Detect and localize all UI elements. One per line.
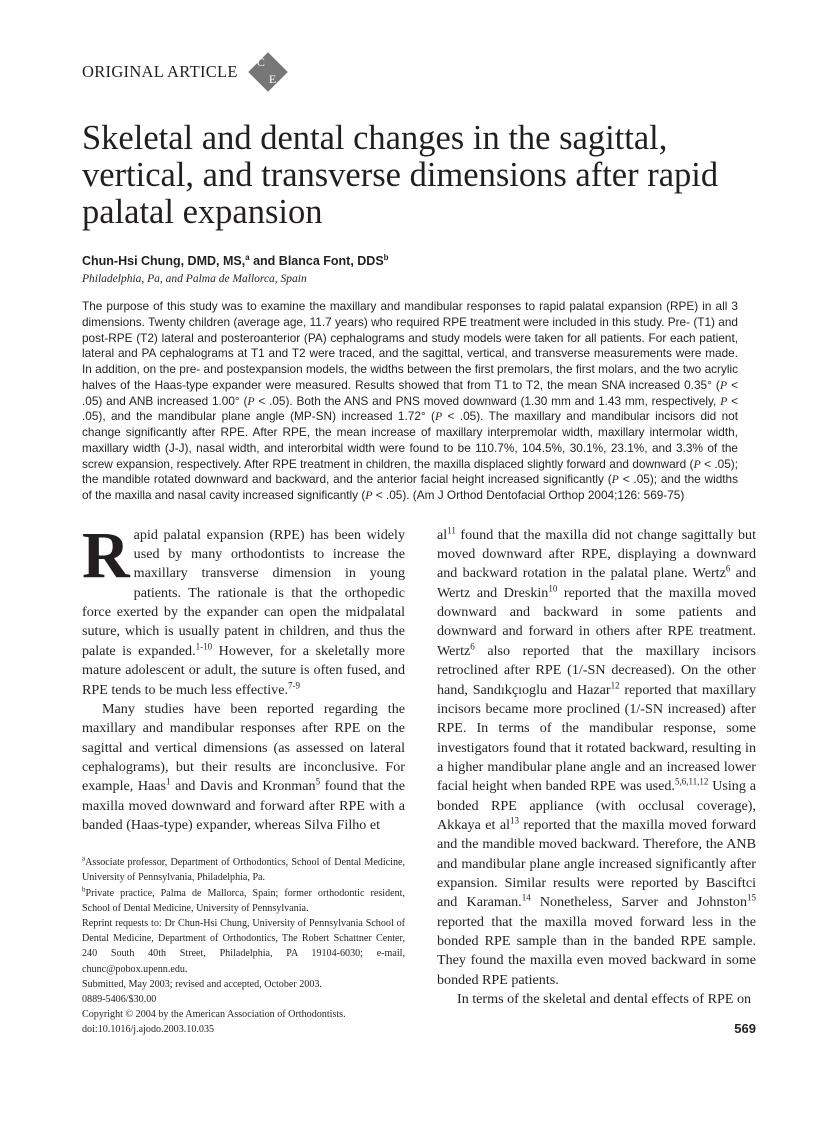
reference-superscript: 12 <box>610 679 620 690</box>
text-run: < .05); the mandible rotated downward and backward, and the anterior facial height increased significantly ( <box>82 456 738 487</box>
text-run: Reprint requests to: Dr Chun-Hsi Chung, University of Pennsylvania School of Dental Medicine, Department of Orthodontics, The Robert Schattner Center, 240 South 40th Street, Philadelphia, PA 19104-6030; e-mail, chunc@pobox.upenn.edu. <box>82 918 405 975</box>
author-2: Blanca Font, DDS <box>278 254 384 268</box>
body-paragraph <box>82 518 405 700</box>
footnote <box>82 1007 405 1022</box>
text-run: reported that the maxilla moved forward and the mandible moved backward. Therefore, the ANB and mandibular plane angle increased significantly after expansion. Similar results were reported by Basciftci and Karaman. <box>437 816 756 911</box>
footnote <box>82 855 405 885</box>
text-run: < .05). (Am J Orthod Dentofacial Orthop 2004;126: 569-75) <box>372 488 685 502</box>
reference-superscript: 6 <box>470 641 475 652</box>
ce-logo-letter-e: E <box>268 72 277 86</box>
text-run: apid palatal expansion (RPE) has been widely used by many orthodontists to increase the maxillary transverse dimension in young patients. The rationale is that the orthopedic force exerted by the expander can open the midpalatal suture, which is usually patent in children, and thus the palate is expanded. <box>82 526 405 659</box>
text-run: < .05); and the widths of the maxilla and nasal cavity increased significantly ( <box>82 472 738 502</box>
text-run: and Wertz and Dreskin <box>437 565 757 601</box>
text-run: also reported that the maxillary incisors retroclined after RPE (1/-SN decreased). On the other hand, Sandıkçıoglu and Hazar <box>437 642 756 698</box>
author-1-affil-mark: a <box>245 252 250 262</box>
body-paragraph <box>437 526 756 990</box>
text-run: < .05), and the mandibular plane angle (MP-SN) increased 1.72° ( <box>82 393 738 424</box>
reference-superscript: 13 <box>510 815 519 826</box>
footnote <box>82 886 405 916</box>
text-run: Private practice, Palma de Mallorca, Spain; former orthodontic resident, School of Dental Medicine, University of Pennsylvania. <box>82 887 405 914</box>
reference-superscript: 7-9 <box>288 679 301 690</box>
text-run: Submitted, May 2003; revised and accepted, October 2003. <box>82 978 322 990</box>
authors <box>82 253 762 269</box>
author-1: Chun-Hsi Chung, DMD, MS, <box>82 254 246 268</box>
ce-logo-icon <box>248 52 288 92</box>
text-run: < .05) and ANB increased 1.00° ( <box>82 377 738 408</box>
footnotes <box>82 855 405 1037</box>
abstract <box>82 299 738 504</box>
body-column-left <box>82 518 405 1038</box>
article-title: Skeletal and dental changes in the sagittal, vertical, and transverse dimensions after rapid palatal expansion <box>82 119 719 231</box>
footnote <box>82 1022 405 1037</box>
reference-superscript: 6 <box>725 563 731 574</box>
affiliation-location: Philadelphia, Pa, and Palma de Mallorca, Spain <box>82 273 307 285</box>
italic-p-symbol: P <box>720 393 728 408</box>
page-number: 569 <box>734 1021 756 1037</box>
text-run: reported that the maxilla moved forward less in the bonded RPE sample than in the banded RPE sample. They found the maxilla even moved backward in some bonded RPE patients. <box>437 913 756 988</box>
text-run: The purpose of this study was to examine the maxillary and mandibular responses to rapid palatal expansion (RPE) in all 3 dimensions. Twenty children (average age, 11.7 years) who required RPE treatment were included in this study. Pre- (T1) and post-RPE (T2) lateral and posteroanterior (PA) cephalograms and study models were taken for all patients. For each patient, lateral and PA cephalograms at T1 and T2 were traced, and the sagittal, vertical, and transverse measurements were made. In addition, on the pre- and postexpansion models, the widths between the first premolars, the first molars, and the two acrylic halves of the Haas-type expander were measured. Results showed that from T1 to T2, the mean SNA increased 0.35° ( <box>82 299 738 392</box>
text-run: However, for a skeletally more mature adolescent or adult, the suture is often fused, and RPE tends to be much less effective. <box>82 642 405 698</box>
italic-p-symbol: P <box>365 488 373 502</box>
text-run: found that the maxilla moved downward and forward after RPE with a banded (Haas-type) expander, whereas Silva Filho et <box>82 778 405 833</box>
text-run: reported that the maxilla moved downward and backward in some patients and downward and forward in others after RPE treatment. Wertz <box>437 584 756 659</box>
text-run: Using a bonded RPE appliance (with occlusal coverage), Akkaya et al <box>437 778 756 833</box>
body-paragraph <box>437 990 756 1009</box>
footnote <box>82 977 405 992</box>
reference-superscript: 1-10 <box>195 641 213 652</box>
reference-superscript: 5,6,11,12 <box>674 776 709 787</box>
body-column-right <box>437 526 756 1038</box>
reference-superscript: a <box>82 854 86 863</box>
reference-superscript: 14 <box>521 892 531 903</box>
italic-p-symbol: P <box>719 377 728 392</box>
text-run: Copyright © 2004 by the American Association of Orthodontists. <box>82 1009 346 1021</box>
text-run: al <box>437 526 448 543</box>
reference-superscript: b <box>82 885 86 894</box>
ce-logo-letter-c: C <box>256 55 265 69</box>
section-label: ORIGINAL ARTICLE <box>82 62 238 81</box>
author-conjunction: and <box>249 254 279 268</box>
italic-p-symbol: P <box>434 409 443 424</box>
text-run: In terms of the skeletal and dental effects of RPE on <box>457 991 752 1007</box>
drop-cap: R <box>82 518 130 592</box>
body-paragraph <box>82 700 405 835</box>
italic-p-symbol: P <box>693 456 701 471</box>
italic-p-symbol: P <box>247 393 255 408</box>
author-2-affil-mark: b <box>383 252 389 262</box>
text-run: reported that maxillary incisors became more proclined (1/-SN increased) after RPE. In terms of the mandibular response, some investigators found that it rotated backward, resulting in a higher mandibular plane angle and an increased lower facial height when banded RPE was used. <box>437 681 756 795</box>
body-columns <box>82 518 757 1038</box>
italic-p-symbol: P <box>611 472 619 487</box>
reference-superscript: 1 <box>166 776 171 787</box>
article-header <box>82 54 762 90</box>
reference-superscript: 10 <box>548 583 558 594</box>
text-run: found that the maxilla did not change sagittally but moved downward after RPE, displaying a downward and backward rotation in the palatal plane. Wertz <box>437 526 756 582</box>
reference-superscript: 15 <box>747 892 756 903</box>
reference-superscript: 11 <box>447 525 456 536</box>
footnote <box>82 992 405 1007</box>
text-run: Many studies have been reported regarding the maxillary and mandibular responses after RPE on the sagittal and vertical dimensions (as assessed on lateral cephalograms), but their results are inconclusive. For example, Haas <box>82 700 405 795</box>
text-run: Associate professor, Department of Orthodontics, School of Dental Medicine, University of Pennsylvania, Philadelphia, Pa. <box>82 857 405 884</box>
reference-superscript: 5 <box>315 776 321 787</box>
text-run: < .05). Both the ANS and PNS moved downward (1.30 mm and 1.43 mm, respectively, <box>254 393 721 408</box>
text-run: 0889-5406/$30.00 <box>82 994 157 1006</box>
text-run: and Davis and Kronman <box>170 778 316 795</box>
text-run: < .05). The maxillary and mandibular incisors did not change significantly after RPE. After RPE, the mean increase of maxillary interpremolar width, maxillary intermolar width, maxillary width (J-J), nasal width, and interorbital width were found to be 110.7%, 104.5%, 30.1%, 23.1%, and 3.3% of the screw expansion, respectively. After RPE treatment in children, the maxilla displaced slightly forward and downward ( <box>82 409 738 471</box>
footnote <box>82 916 405 977</box>
text-run: Nonetheless, Sarver and Johnston <box>530 894 747 911</box>
text-run: doi:10.1016/j.ajodo.2003.10.035 <box>82 1024 215 1036</box>
